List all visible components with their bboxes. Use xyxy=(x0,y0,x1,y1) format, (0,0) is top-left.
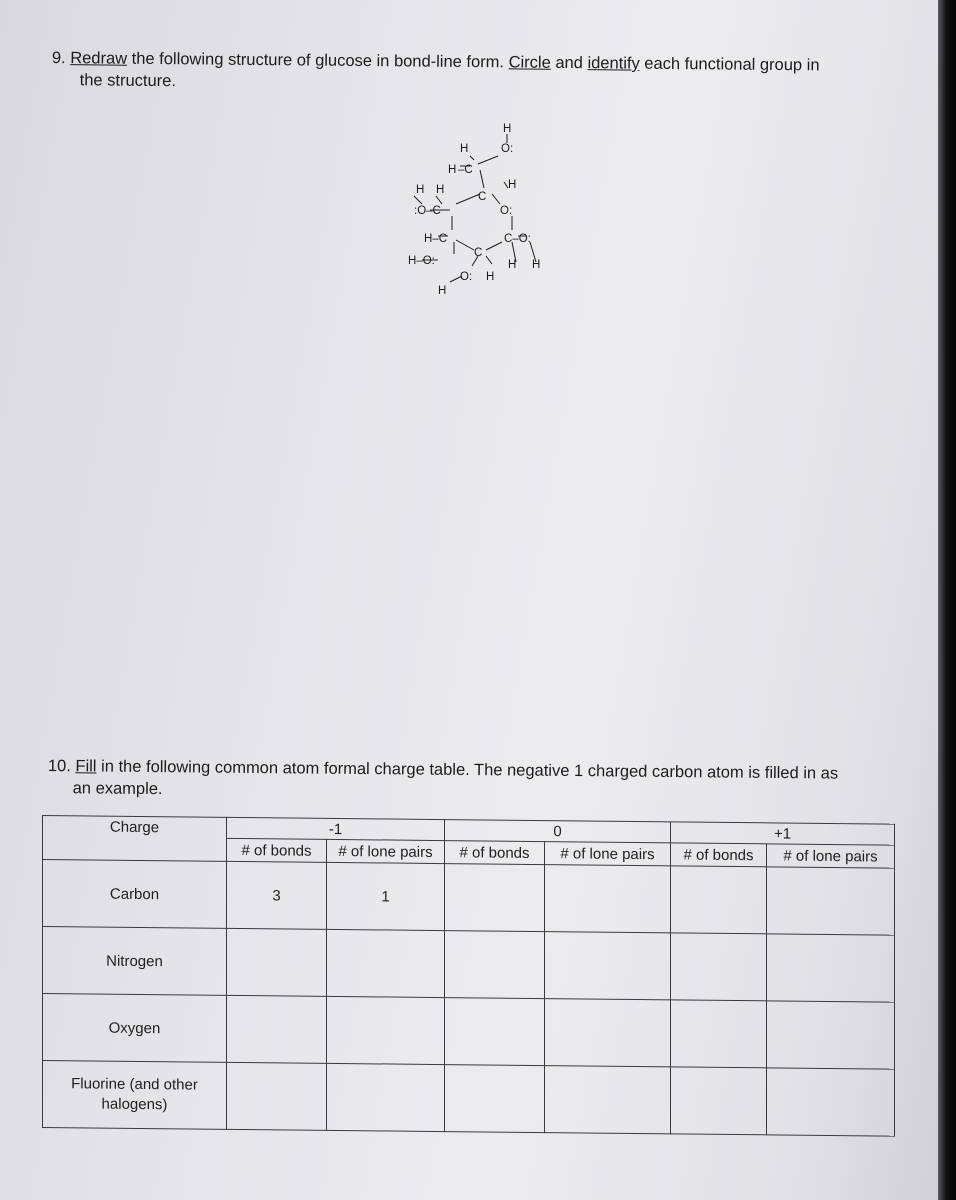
svg-text:H: H xyxy=(508,259,517,271)
question-9-text-b: each functional group in xyxy=(639,54,820,75)
redraw-keyword: Redraw xyxy=(70,49,128,68)
subheader-lone-pairs-plus-1: # of lone pairs xyxy=(767,844,895,868)
cell-nitrogen-bonds-0[interactable] xyxy=(445,931,545,999)
row-label-nitrogen: Nitrogen xyxy=(43,927,227,996)
charge-header-0: 0 xyxy=(445,820,671,843)
table-row-nitrogen xyxy=(43,927,895,1003)
question-9 xyxy=(52,47,912,99)
svg-text:H–O:: H–O: xyxy=(408,255,435,267)
row-label-oxygen: Oxygen xyxy=(43,994,227,1063)
cell-fluorine-bonds-0[interactable] xyxy=(445,1065,545,1133)
question-9-line-2: the structure. xyxy=(79,71,177,91)
cell-oxygen-bonds-plus-1[interactable] xyxy=(671,1000,767,1068)
cell-nitrogen-lone-pairs-0[interactable] xyxy=(545,932,671,1000)
charge-header-plus-1: +1 xyxy=(671,822,895,845)
cell-nitrogen-lone-pairs-minus-1[interactable] xyxy=(327,929,445,997)
subheader-lone-pairs-0: # of lone pairs xyxy=(545,842,671,866)
question-10-text: in the following common atom formal charge table. The negative 1 charged carbon atom is filled in as xyxy=(96,757,839,783)
question-10 xyxy=(48,755,908,807)
svg-text:O:: O: xyxy=(500,205,513,217)
svg-text:H: H xyxy=(532,259,541,271)
cell-carbon-lone-pairs-plus-1[interactable] xyxy=(767,867,895,935)
cell-carbon-bonds-plus-1[interactable] xyxy=(671,866,767,934)
charge-header-minus-1: -1 xyxy=(227,817,445,840)
cell-fluorine-lone-pairs-minus-1[interactable] xyxy=(327,1063,445,1131)
fill-keyword: Fill xyxy=(75,757,97,776)
subheader-bonds-plus-1: # of bonds xyxy=(671,843,767,867)
question-10-number: 10. xyxy=(47,756,71,776)
subheader-bonds-minus-1: # of bonds xyxy=(227,838,327,862)
cell-carbon-lone-pairs-0[interactable] xyxy=(545,865,671,933)
question-9-and: and xyxy=(550,53,588,73)
page-edge-shadow xyxy=(938,0,956,1200)
cell-fluorine-lone-pairs-0[interactable] xyxy=(545,1066,671,1134)
svg-text:H: H xyxy=(508,179,517,191)
cell-nitrogen-lone-pairs-plus-1[interactable] xyxy=(767,934,895,1002)
circle-keyword: Circle xyxy=(508,53,551,72)
svg-text:H: H xyxy=(438,285,447,297)
subheader-lone-pairs-minus-1: # of lone pairs xyxy=(327,839,445,863)
cell-carbon-lone-pairs-minus-1[interactable]: 1 xyxy=(327,862,445,930)
cell-fluorine-bonds-minus-1[interactable] xyxy=(227,1062,327,1130)
charge-corner-label: Charge xyxy=(43,816,227,862)
svg-text:H: H xyxy=(416,184,425,196)
svg-text:C–O:: C–O: xyxy=(504,233,531,245)
svg-text:H: H xyxy=(486,271,495,283)
glucose-structure-drawing xyxy=(400,118,570,300)
question-9-number: 9. xyxy=(51,48,66,68)
table-row-carbon xyxy=(43,860,895,936)
formal-charge-table-container xyxy=(42,815,894,1164)
cell-oxygen-bonds-minus-1[interactable] xyxy=(227,995,327,1063)
cell-fluorine-bonds-plus-1[interactable] xyxy=(671,1067,767,1135)
svg-text:O:: O: xyxy=(501,143,514,155)
cell-oxygen-lone-pairs-plus-1[interactable] xyxy=(767,1001,895,1069)
formal-charge-table xyxy=(42,815,895,1137)
svg-text:O:: O: xyxy=(460,271,473,283)
cell-carbon-bonds-0[interactable] xyxy=(445,864,545,932)
row-label-fluorine: Fluorine (and other halogens) xyxy=(43,1061,227,1130)
svg-text:C: C xyxy=(478,191,487,203)
cell-fluorine-lone-pairs-plus-1[interactable] xyxy=(767,1068,895,1136)
svg-text:H: H xyxy=(448,164,457,176)
svg-text:–C: –C xyxy=(458,164,473,176)
question-9-text-a: the following structure of glucose in bond-line form. xyxy=(127,49,509,72)
svg-text:H: H xyxy=(436,184,445,196)
svg-text::O–C: :O–C xyxy=(414,205,441,217)
glucose-structure xyxy=(400,118,570,300)
svg-text:H–C: H–C xyxy=(424,233,448,245)
row-label-carbon: Carbon xyxy=(43,860,227,929)
cell-nitrogen-bonds-minus-1[interactable] xyxy=(227,928,327,996)
svg-text:C: C xyxy=(474,247,483,259)
cell-oxygen-lone-pairs-minus-1[interactable] xyxy=(327,996,445,1064)
cell-carbon-bonds-minus-1[interactable]: 3 xyxy=(227,861,327,929)
table-row-fluorine xyxy=(43,1061,895,1137)
table-row-oxygen xyxy=(43,994,895,1070)
cell-nitrogen-bonds-plus-1[interactable] xyxy=(671,933,767,1001)
subheader-bonds-0: # of bonds xyxy=(445,841,545,865)
svg-text:H: H xyxy=(460,143,469,155)
cell-oxygen-bonds-0[interactable] xyxy=(445,998,545,1066)
identify-keyword: identify xyxy=(587,54,640,73)
svg-text:H: H xyxy=(503,123,512,135)
question-10-line-2: an example. xyxy=(72,779,163,799)
cell-oxygen-lone-pairs-0[interactable] xyxy=(545,999,671,1067)
